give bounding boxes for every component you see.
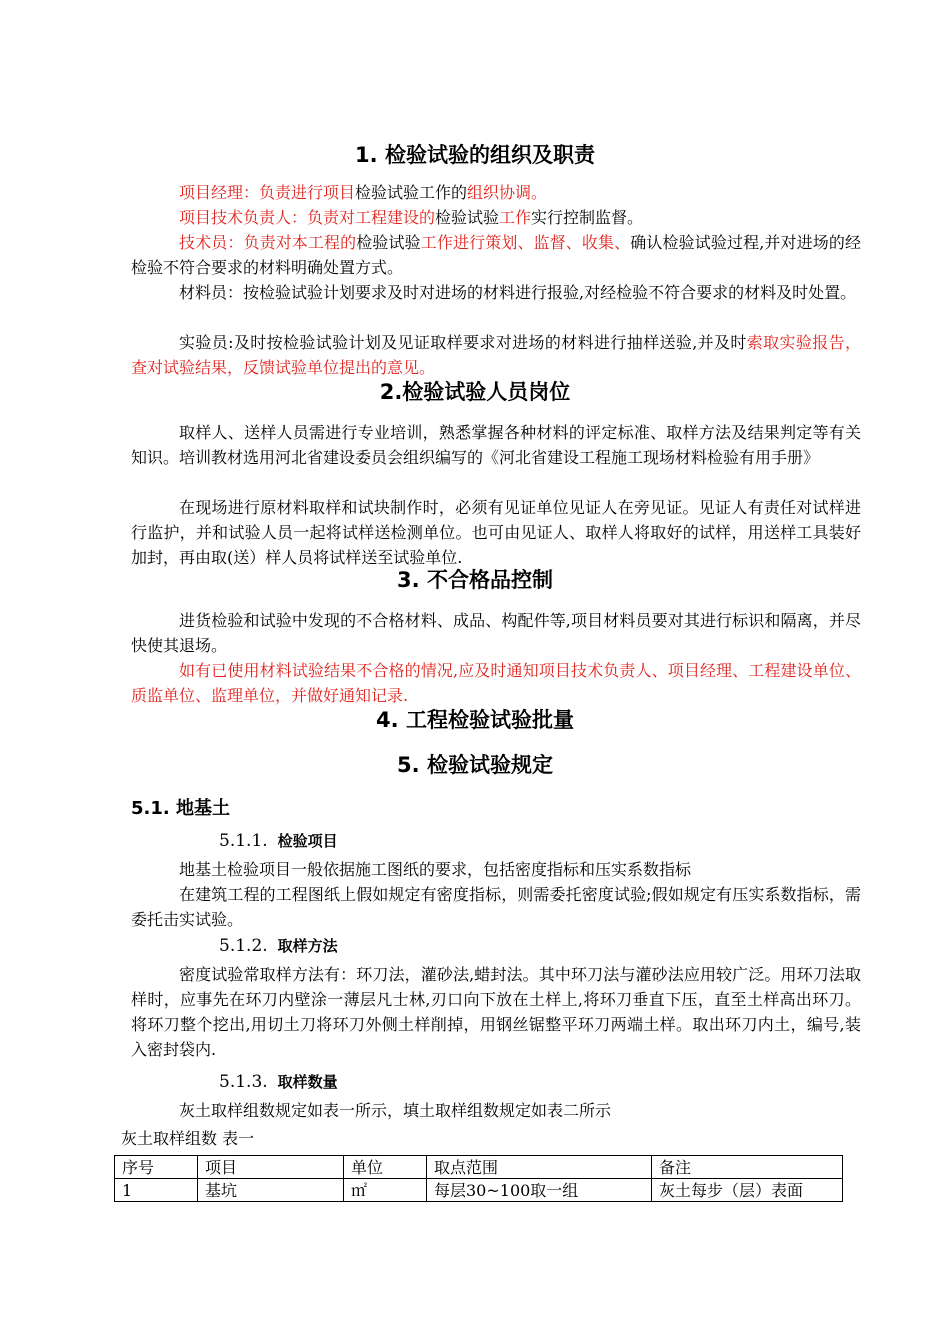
cell-index: 1 bbox=[115, 1179, 198, 1202]
sampling-table bbox=[114, 1155, 843, 1202]
col-header-range: 取点范围 bbox=[427, 1156, 652, 1179]
para-technician: 技术员：负责对本工程的检验试验工作进行策划、监督、收集、确认检验试验过程,并对进场的经检验不符合要求的材料明确处置方式。 bbox=[131, 233, 861, 277]
heading-2: 2.检验试验人员岗位 bbox=[379, 380, 571, 404]
col-header-unit: 单位 bbox=[344, 1156, 427, 1179]
para-lab-staff: 实验员:及时按检验试验计划及见证取样要求对进场的材料进行抽样送验,并及时索取实验报告，查对试验结果，反馈试验单位提出的意见。 bbox=[131, 333, 861, 377]
heading-5: 5. 检验试验规定 bbox=[397, 753, 553, 777]
para-test-items: 地基土检验项目一般依据施工图纸的要求，包括密度指标和压实系数指标 bbox=[179, 860, 692, 879]
heading-5-1-2: 5.1.2. 取样方法 bbox=[219, 936, 338, 956]
cell-remarks: 灰土每步（层）表面 bbox=[652, 1179, 843, 1202]
heading-5-1-1: 5.1.1. 检验项目 bbox=[219, 831, 338, 851]
para-material-clerk: 材料员：按检验试验计划要求及时对进场的材料进行报验,对经检验不符合要求的材料及时处置。 bbox=[179, 283, 857, 302]
para-nonconforming: 进货检验和试验中发现的不合格材料、成品、构配件等,项目材料员要对其进行标识和隔离，并尽快使其退场。 bbox=[131, 611, 861, 655]
heading-5-1: 5.1. 地基土 bbox=[131, 798, 230, 819]
cell-unit: ㎡ bbox=[344, 1179, 427, 1202]
cell-item: 基坑 bbox=[198, 1179, 344, 1202]
col-header-remarks: 备注 bbox=[652, 1156, 843, 1179]
para-sample-quantity: 灰土取样组数规定如表一所示，填土取样组数规定如表二所示 bbox=[179, 1101, 612, 1120]
para-nonconforming-notice: 如有已使用材料试验结果不合格的情况,应及时通知项目技术负责人、项目经理、工程建设单位、质监单位、监理单位，并做好通知记录. bbox=[131, 661, 861, 705]
col-header-index: 序号 bbox=[115, 1156, 198, 1179]
para-sampling-training: 取样人、送样人员需进行专业培训，熟悉掌握各种材料的评定标准、取样方法及结果判定等有关知识。培训教材选用河北省建设委员会组织编写的《河北省建设工程施工现场材料检验有用手册》 bbox=[131, 423, 861, 467]
heading-1: 1. 检验试验的组织及职责 bbox=[355, 143, 595, 167]
table-caption: 灰土取样组数 表一 bbox=[121, 1129, 255, 1148]
heading-5-1-3: 5.1.3. 取样数量 bbox=[219, 1072, 338, 1092]
table-row bbox=[115, 1179, 843, 1202]
para-tech-lead: 项目技术负责人：负责对工程建设的检验试验工作实行控制监督。 bbox=[179, 208, 644, 227]
para-pm: 项目经理：负责进行项目检验试验工作的组织协调。 bbox=[179, 183, 548, 202]
para-density-requirement: 在建筑工程的工程图纸上假如规定有密度指标，则需委托密度试验;假如规定有压实系数指标，需委托击实试验。 bbox=[131, 885, 861, 929]
heading-3: 3. 不合格品控制 bbox=[397, 568, 553, 592]
para-witness: 在现场进行原材料取样和试块制作时，必须有见证单位见证人在旁见证。见证人有责任对试样进行监护，并和试验人员一起将试样送检测单位。也可由见证人、取样人将取好的试样，用送样工具装好加封，再由取(送）样人员将试样送至试验单位. bbox=[131, 498, 861, 567]
para-sampling-method: 密度试验常取样方法有：环刀法，灌砂法,蜡封法。其中环刀法与灌砂法应用较广泛。用环刀法取样时，应事先在环刀内壁涂一薄层凡士林,刃口向下放在土样上,将环刀垂直下压，直至土样高出环刀。将环刀整个挖出,用切土刀将环刀外侧土样削掉，用钢丝锯整平环刀两端土样。取出环刀内土，编号,装入密封袋内. bbox=[131, 965, 861, 1059]
heading-4: 4. 工程检验试验批量 bbox=[376, 708, 574, 732]
table-header-row bbox=[115, 1156, 843, 1179]
col-header-item: 项目 bbox=[198, 1156, 344, 1179]
cell-range: 每层30~100取一组 bbox=[427, 1179, 652, 1202]
